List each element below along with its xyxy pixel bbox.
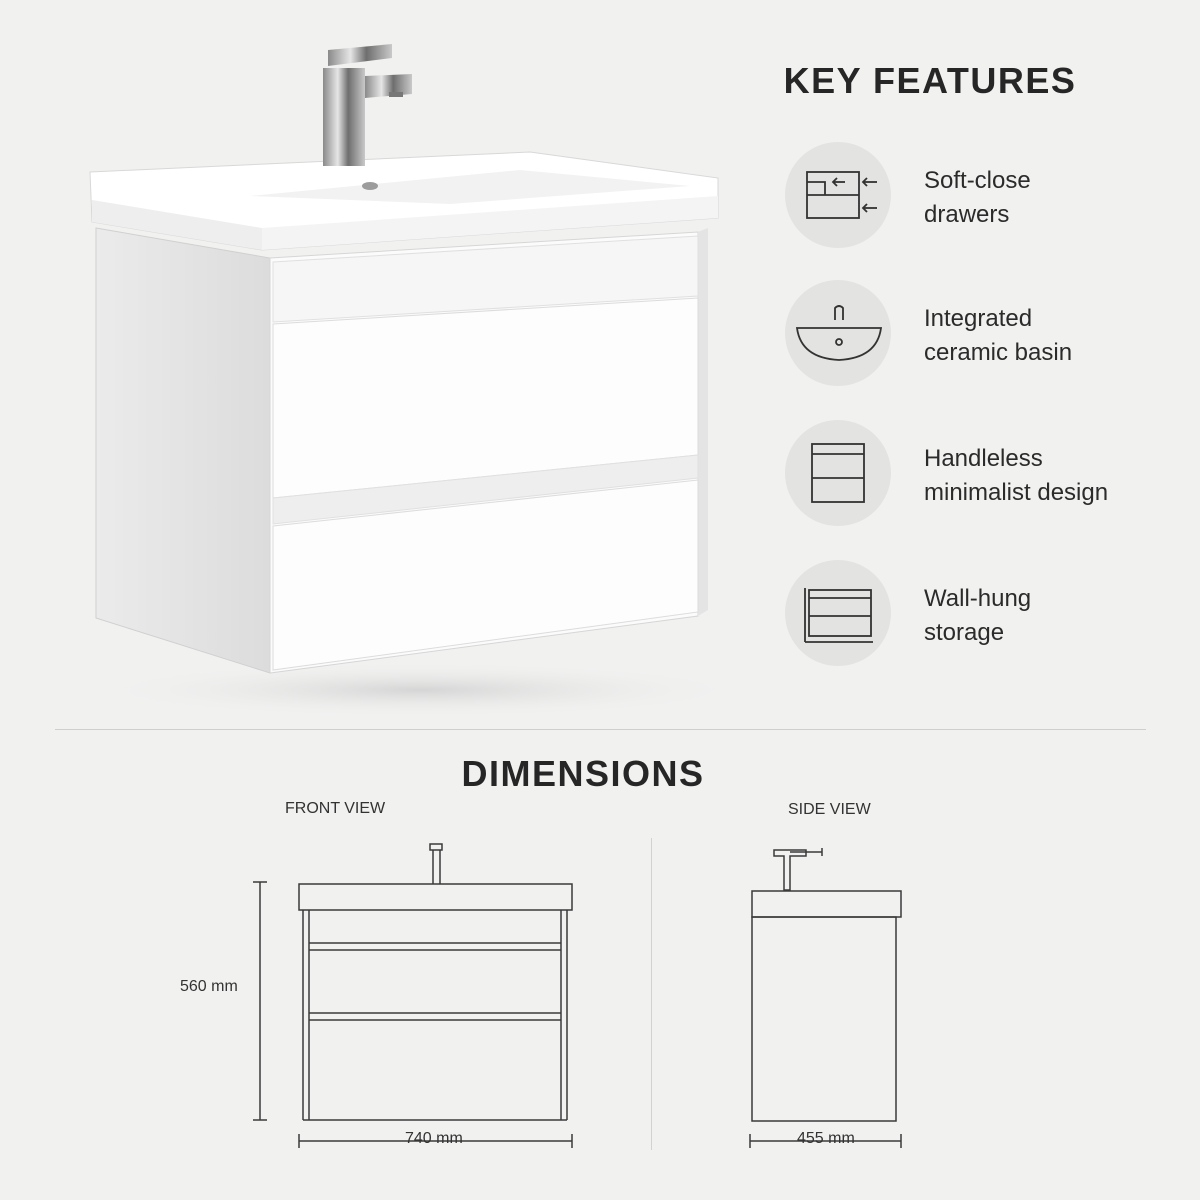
front-height-dimension: 560 mm	[180, 978, 238, 995]
side-view-drawing	[750, 848, 901, 1148]
ceramic-basin-icon	[785, 280, 891, 386]
front-width-dimension: 740 mm	[405, 1130, 463, 1147]
feature-label-line1: Handleless	[924, 445, 1043, 472]
feature-label-line2: storage	[924, 619, 1005, 646]
vanity-unit-image	[0, 0, 760, 720]
key-features-title: KEY FEATURES	[783, 60, 1077, 101]
side-view-label: SIDE VIEW	[788, 801, 871, 818]
handleless-cabinet-icon	[785, 420, 891, 526]
front-view-label: FRONT VIEW	[285, 800, 386, 817]
side-depth-dimension: 455 mm	[797, 1130, 855, 1147]
wall-hung-storage-icon	[785, 560, 891, 666]
feature-handleless	[785, 420, 1185, 528]
front-view-drawing	[253, 844, 572, 1148]
feature-label-line2: drawers	[924, 201, 1010, 228]
dimensions-title: DIMENSIONS	[461, 753, 705, 794]
feature-label-line2: minimalist design	[924, 479, 1109, 506]
feature-label-line1: Integrated	[924, 305, 1033, 332]
feature-label-line1: Wall-hung	[924, 585, 1032, 612]
feature-soft-close	[785, 142, 1185, 250]
feature-ceramic-basin	[785, 280, 1185, 388]
section-divider	[55, 729, 1146, 730]
feature-wall-hung	[785, 560, 1185, 668]
feature-label-line2: ceramic basin	[924, 339, 1073, 366]
soft-close-drawer-icon	[785, 142, 891, 248]
view-separator	[651, 838, 652, 1150]
feature-label-line1: Soft-close	[924, 167, 1031, 194]
